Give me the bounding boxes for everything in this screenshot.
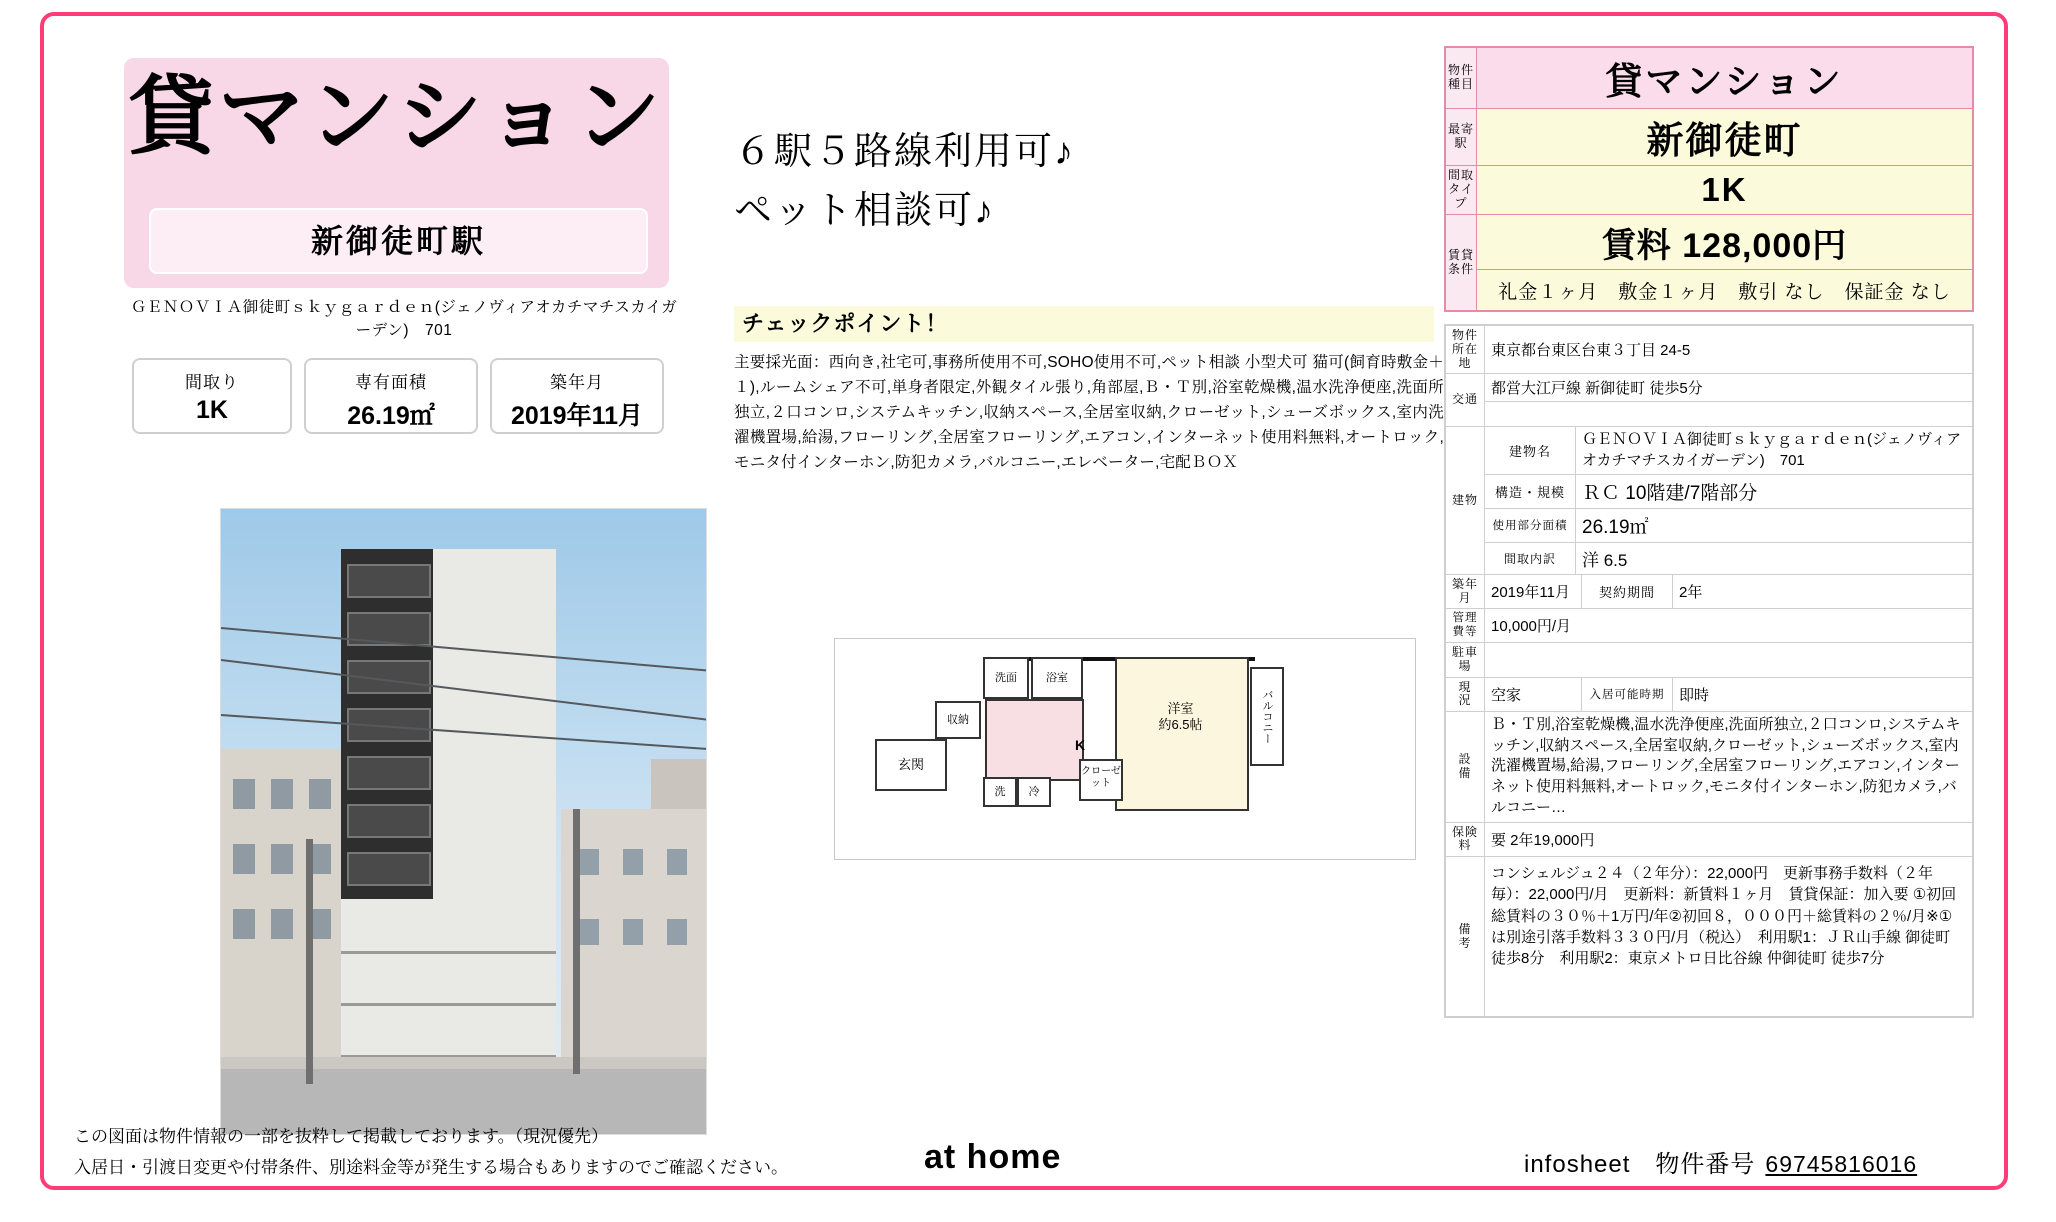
detail-label-remarks: 備 考: [1445, 857, 1485, 1018]
station-label: 新御徒町駅: [310, 223, 486, 259]
summary-label-type: 物件種目: [1445, 47, 1477, 109]
detail-label-parking: 駐車場: [1445, 642, 1485, 677]
summary-table: [1444, 46, 1974, 312]
summary-value-conditions: 礼金１ヶ月 敷金１ヶ月 敷引 なし 保証金 なし: [1477, 270, 1974, 312]
detail-value-insurance: 要 2年19,000円: [1485, 822, 1974, 857]
right-column: [1444, 46, 1984, 1018]
detail-value-structure: ＲＣ 10階建/7階部分: [1576, 474, 1974, 508]
spec-layout-label: 間取り: [185, 373, 239, 392]
detail-label-built: 築年月: [1445, 574, 1485, 609]
footer: [44, 1116, 2012, 1194]
fp-kitchen-label: K: [1074, 737, 1086, 753]
photo-left-building: [221, 749, 346, 1109]
checkpoint-header: [734, 306, 1434, 342]
fp-main-room: [1115, 657, 1249, 811]
fp-entrance: 玄関: [875, 739, 947, 791]
fp-storage: 収納: [935, 701, 981, 739]
detail-label-structure: 構造・規模: [1485, 474, 1576, 508]
detail-access-blank: [1485, 402, 1974, 427]
fp-bath: 浴室: [1031, 657, 1083, 699]
detail-label-layout: 間取内訳: [1485, 542, 1576, 574]
spec-layout-value: 1K: [196, 396, 228, 424]
spec-row: [132, 358, 692, 436]
athome-logo: at home: [924, 1138, 1062, 1176]
footer-disclaimer-line-2: 入居日・引渡日変更や付帯条件、別途料金等が発生する場合もありますのでご確認ください。: [74, 1157, 788, 1177]
infosheet-block: [1524, 1144, 1917, 1179]
checkpoint-title: チェックポイント！: [742, 311, 949, 336]
detail-value-area: 26.19㎡: [1576, 508, 1974, 542]
footer-disclaimer-line-1: この図面は物件情報の一部を抜粋して掲載しております。（現況優先）: [74, 1127, 609, 1146]
fp-main-room-label: 洋室 約6.5帖: [1158, 701, 1203, 733]
detail-label-area: 使用部分面積: [1485, 508, 1576, 542]
spec-built-label: 築年月: [550, 373, 604, 392]
spec-area-value: 26.19㎡: [347, 402, 435, 430]
catch-line-2: ペット相談可♪: [734, 189, 996, 232]
title-box: [124, 58, 669, 288]
detail-value-layout: 洋 6.5: [1576, 542, 1974, 574]
detail-label-building: 建物: [1445, 427, 1485, 575]
detail-label-contract: 契約期間: [1582, 574, 1673, 609]
station-box: [149, 208, 648, 274]
detail-label-insurance: 保険料: [1445, 822, 1485, 857]
summary-label-layout: 間取タイプ: [1445, 166, 1477, 215]
catch-copy: [734, 123, 1414, 241]
property-flyer: [40, 12, 2008, 1190]
detail-value-building-name: ＧＥＮＯＶＩＡ御徒町ｓｋｙｇａｒｄｅｎ(ジェノヴィアオカチマチスカイガーデン) 701: [1576, 427, 1974, 475]
summary-value-layout: 1K: [1477, 166, 1974, 215]
detail-label-access: 交通: [1445, 374, 1485, 427]
checkpoint-body: 主要採光面：西向き,社宅可,事務所使用不可,SOHO使用不可,ペット相談 小型犬可 猫可(飼育時敷金＋１),ルームシェア不可,単身者限定,外観タイル張り,角部屋,Ｂ・Ｔ別,浴室乾燥機,温水洗浄便座,洗面所独立,２口コンロ,システムキッチン,収納スペース,全居室収納,クローゼット,シューズボックス,室内洗濯機置場,給湯,フローリング,全居室フローリング,エアコン,インターネット使用料無料,オートロック,モニタ付インターホン,防犯カメラ,バルコニー,エレベーター,宅配ＢＯＸ: [734, 354, 1444, 472]
building-name-heading: ＧＥＮＯＶＩＡ御徒町ｓｋｙｇａｒｄｅｎ(ジェノヴィアオカチマチスカイガーデン) 701: [130, 299, 678, 340]
spec-layout: [132, 358, 292, 434]
summary-value-rent: 賃料 128,000円: [1477, 215, 1974, 270]
detail-label-building-name: 建物名: [1485, 427, 1576, 475]
detail-value-status: 空家: [1485, 677, 1582, 712]
summary-label-station: 最寄駅: [1445, 109, 1477, 166]
detail-value-remarks: コンシェルジュ２４（２年分）：22,000円 更新事務手数料（２年毎）：22,000円/月 更新料：新賃料１ヶ月 賃貸保証：加入要 ①初回総賃料の３０％＋1万円/年②初回８，０００円＋総賃料の２％/月※①は別途引落手数料３３０円/月（税込） 利用駅1：ＪＲ山手線 御徒町 徒歩8分 利用駅2：東京メトロ日比谷線 仲御徒町 徒歩7分: [1485, 857, 1974, 1018]
detail-value-built: 2019年11月: [1485, 574, 1582, 609]
left-column: [74, 38, 1444, 1118]
spec-built: [490, 358, 664, 434]
catch-line-1: ６駅５路線利用可♪: [734, 131, 1076, 173]
detail-value-parking: [1485, 642, 1974, 677]
detail-label-address: 物件所在地: [1445, 325, 1485, 374]
detail-value-contract: 2年: [1673, 574, 1973, 609]
details-table: [1444, 324, 1974, 1018]
fp-balcony: バルコニー: [1250, 667, 1284, 766]
floor-plan: [834, 638, 1416, 860]
footer-disclaimer: [74, 1122, 788, 1183]
summary-label-rent: 賃貸条件: [1445, 215, 1477, 312]
detail-label-movein: 入居可能時期: [1582, 677, 1673, 712]
spec-built-value: 2019年11月: [510, 402, 644, 430]
detail-value-address: 東京都台東区台東３丁目 24-5: [1485, 325, 1974, 374]
spec-area-label: 専有面積: [355, 373, 427, 392]
detail-value-management: 10,000円/月: [1485, 609, 1974, 642]
fp-washer: 洗: [983, 777, 1017, 807]
infosheet-number: 69745816016: [1765, 1151, 1918, 1177]
detail-label-equipment: 設 備: [1445, 712, 1485, 822]
fp-washroom: 洗面: [983, 657, 1029, 699]
summary-value-station: 新御徒町: [1477, 109, 1974, 166]
property-type-title: 貸マンション: [128, 69, 665, 165]
spec-area: [304, 358, 478, 434]
photo-utility-pole-1: [306, 839, 313, 1084]
fp-closet: クローゼット: [1079, 759, 1123, 801]
detail-label-management: 管理費等: [1445, 609, 1485, 642]
summary-value-type: 貸マンション: [1477, 47, 1974, 109]
detail-value-movein: 即時: [1673, 677, 1973, 712]
infosheet-label: infosheet 物件番号: [1524, 1151, 1756, 1178]
photo-utility-pole-2: [573, 809, 580, 1074]
detail-value-access: 都営大江戸線 新御徒町 徒歩5分: [1485, 374, 1974, 402]
fp-fridge: 冷: [1017, 777, 1051, 807]
exterior-photo: [220, 508, 707, 1135]
detail-label-status: 現 況: [1445, 677, 1485, 712]
detail-value-equipment: Ｂ・Ｔ別,浴室乾燥機,温水洗浄便座,洗面所独立,２口コンロ,システムキッチン,収納スペース,全居室収納,クローゼット,シューズボックス,室内洗濯機置場,給湯,フローリング,全居室フローリング,エアコン,インターネット使用料無料,オートロック,モニタ付インターホン,防犯カメラ,バルコニー…: [1485, 712, 1974, 822]
